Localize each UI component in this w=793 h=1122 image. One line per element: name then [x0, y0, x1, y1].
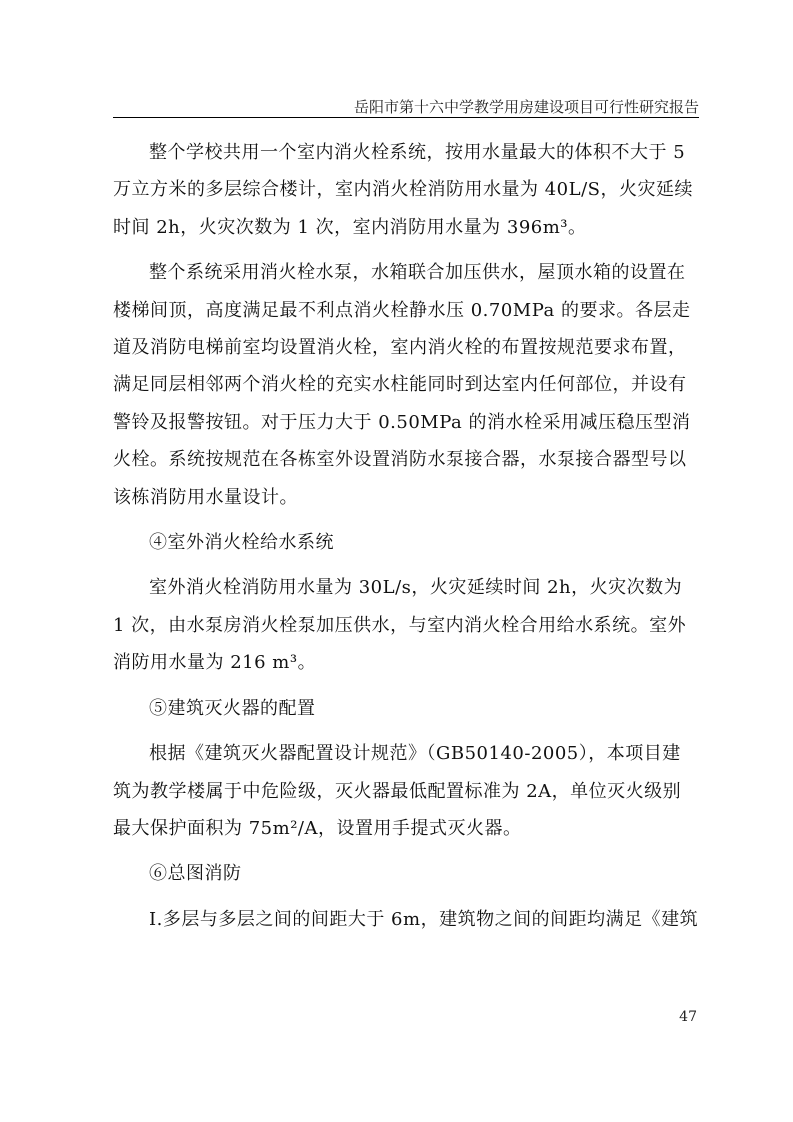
paragraph-extinguisher: 根据《建筑灭火器配置设计规范》（GB50140-2005），本项目建筑为教学楼属于中危险级，灭火器最低配置标准为 2A，单位灭火级别最大保护面积为 75m²/A，设置用手提式灭火器。 [113, 743, 682, 839]
paragraph-pump-system: 整个系统采用消火栓水泵，水箱联合加压供水，屋顶水箱的设置在楼梯间顶，高度满足最不利点消火栓静水压 0.70MPa 的要求。各层走道及消防电梯前室均设置消火栓，室内消火栓的布置按规范要求布置，满足同层相邻两个消火栓的充实水柱能同时到达室内任何部位，并设有警铃及报警按钮。对于压力大于 0.50MPa 的消水栓采用减压稳压型消火栓。系统按规范在各栋室外设置消防水泵接合器，水泵接合器型号以该栋消防用水量设计。 [113, 262, 691, 508]
page-number: 47 [679, 1009, 697, 1025]
header-rule [113, 117, 699, 118]
page-header [113, 92, 699, 118]
heading-outdoor-hydrant: ④室外消火栓给水系统 [149, 532, 334, 554]
paragraph-outdoor-hydrant: 室外消火栓消防用水量为 30L/s，火灾延续时间 2h，火灾次数为 1 次，由水泵房消火栓泵加压供水，与室内消火栓合用给水系统。室外消防用水量为 216 m³。 [113, 577, 687, 674]
heading-extinguisher: ⑤建筑灭火器的配置 [149, 697, 316, 719]
heading-site-fire: ⑥总图消防 [149, 863, 242, 885]
paragraph-site-fire: I.多层与多层之间的间距大于 6m，建筑物之间的间距均满足《建筑 [149, 908, 699, 930]
document-body [113, 134, 699, 938]
paragraph-indoor-hydrant: 整个学校共用一个室内消火栓系统，按用水量最大的体积不大于 5 万立方米的多层综合楼计，室内消火栓消防用水量为 40L/S，火灾延续时间 2h，火灾次数为 1 次，室内消防用水量为 396m³。 [113, 142, 693, 238]
header-title: 岳阳市第十六中学教学用房建设项目可行性研究报告 [353, 98, 699, 116]
